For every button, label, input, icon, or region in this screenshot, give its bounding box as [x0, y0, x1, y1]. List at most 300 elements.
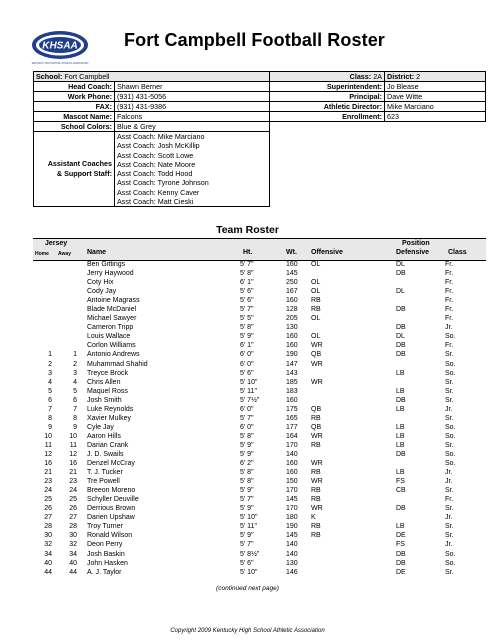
school-cell: School: Fort Campbell	[34, 72, 270, 82]
jersey-away: 21	[69, 469, 77, 477]
jersey-home: 23	[44, 478, 52, 486]
class-header: Class	[448, 249, 467, 256]
logo-text: KHSAA	[42, 40, 78, 52]
player-class: So.	[445, 369, 456, 377]
table-row	[33, 559, 486, 568]
table-row	[33, 278, 486, 287]
defensive-position: LB	[396, 469, 405, 477]
table-row	[33, 531, 486, 540]
player-height: 5' 10"	[240, 378, 258, 386]
table-row	[33, 513, 486, 522]
player-class: So.	[445, 559, 456, 567]
player-height: 6' 1"	[240, 279, 254, 287]
player-height: 5' 8"	[240, 270, 254, 278]
offensive-position: RB	[311, 523, 321, 531]
offensive-position: RB	[311, 532, 321, 540]
player-name: John Hasken	[87, 559, 128, 567]
player-weight: 160	[286, 460, 298, 468]
jersey-away: 6	[73, 396, 77, 404]
offensive-position: RB	[311, 414, 321, 422]
player-name: Louis Wallace	[87, 333, 131, 341]
jersey-home: 6	[48, 396, 52, 404]
player-name: Derrious Brown	[87, 505, 136, 513]
class-cell: Class: 2A	[270, 72, 385, 82]
assistant-coach: Asst Coach: Matt Cieski	[117, 197, 194, 207]
player-class: Jr.	[445, 541, 453, 549]
player-name: Breeon Moreno	[87, 487, 136, 495]
jersey-away: 26	[69, 505, 77, 513]
player-name: Antonio Andrews	[87, 351, 140, 359]
player-class: Sr.	[445, 505, 454, 513]
table-row	[33, 260, 486, 269]
jersey-away: 9	[73, 423, 77, 431]
logo-subtext: KENTUCKY HIGH SCHOOL ATHLETIC ASSOCIATION	[31, 63, 89, 65]
defensive-position: DB	[396, 396, 406, 404]
player-weight: 160	[286, 333, 298, 341]
player-class: So.	[445, 460, 456, 468]
home-header: Home	[35, 251, 49, 257]
table-row	[33, 568, 486, 577]
assistant-coach: Asst Coach: Josh McKillip	[117, 141, 200, 151]
team-roster-title: Team Roster	[216, 224, 279, 236]
player-weight: 170	[286, 505, 298, 513]
defensive-position: LB	[396, 441, 405, 449]
defensive-position: DB	[396, 324, 406, 332]
roster-table	[33, 260, 486, 577]
player-weight: 190	[286, 351, 298, 359]
table-row	[33, 332, 486, 341]
table-row	[33, 350, 486, 359]
table-row	[33, 405, 486, 414]
page-title: Fort Campbell Football Roster	[124, 30, 385, 50]
player-name: Ben Gittings	[87, 261, 126, 268]
copyright: Copyright 2009 Kentucky High School Athletic Association	[170, 628, 325, 634]
defensive-position: LB	[396, 432, 405, 440]
player-height: 5' 7½"	[240, 396, 260, 404]
player-weight: 145	[286, 496, 298, 504]
defensive-position: DB	[396, 351, 406, 359]
player-weight: 150	[286, 478, 298, 486]
defensive-position: DL	[396, 261, 405, 268]
player-name: Denzel McCray	[87, 460, 135, 468]
work-phone-label: Work Phone:	[34, 92, 115, 102]
table-row	[33, 378, 486, 387]
player-height: 5' 8"	[240, 478, 254, 486]
player-name: Jerry Haywood	[87, 270, 134, 278]
player-height: 6' 2"	[240, 460, 254, 468]
offensive-position: RB	[311, 441, 321, 449]
player-weight: 177	[286, 423, 298, 431]
jersey-home: 26	[44, 505, 52, 513]
table-row	[33, 305, 486, 314]
jersey-away: 28	[69, 523, 77, 531]
table-row	[33, 540, 486, 549]
defensive-position: DB	[396, 505, 406, 513]
player-class: Sr.	[445, 441, 454, 449]
player-height: 5' 6"	[240, 369, 254, 377]
player-height: 5' 8"	[240, 324, 254, 332]
table-row	[33, 486, 486, 495]
jersey-home: 4	[48, 378, 52, 386]
offensive-position: OL	[311, 315, 321, 323]
assistant-coach: Asst Coach: Scott Lowe	[117, 150, 194, 160]
jersey-away: 44	[69, 568, 77, 576]
table-row	[33, 296, 486, 305]
jersey-home: 16	[44, 460, 52, 468]
player-name: J. D. Swails	[87, 450, 124, 458]
offensive-position: QB	[311, 351, 322, 359]
player-height: 5' 11"	[240, 387, 257, 395]
jersey-home: 5	[48, 387, 52, 395]
player-height: 5' 9"	[240, 487, 254, 495]
player-height: 5' 9"	[240, 333, 254, 341]
offensive-position: WR	[311, 478, 323, 486]
jersey-away: 4	[73, 378, 77, 386]
jersey-home: 28	[44, 523, 52, 531]
table-row	[33, 287, 486, 296]
table-row	[33, 341, 486, 350]
offensive-position: OL	[311, 261, 321, 268]
jersey-away: 10	[69, 432, 77, 440]
table-row	[33, 477, 486, 486]
player-weight: 170	[286, 441, 298, 449]
defensive-position: DL	[396, 288, 405, 296]
player-weight: 146	[286, 568, 298, 576]
player-weight: 145	[286, 270, 298, 278]
player-name: Darien Upshaw	[87, 514, 135, 522]
district-cell: District: 2	[385, 72, 486, 82]
player-class: So.	[445, 450, 456, 458]
player-weight: 160	[286, 297, 298, 305]
athletic-director-value: Mike Marciano	[385, 102, 486, 112]
offensive-header: Offensive	[311, 249, 343, 256]
assistant-coach: Asst Coach: Nate Moore	[117, 159, 196, 169]
away-header: Away	[58, 251, 71, 257]
player-name: Cyle Jay	[87, 423, 114, 431]
school-info-table	[33, 71, 486, 207]
player-name: Cameron Tripp	[87, 324, 134, 332]
superintendent-value: Jo Blease	[385, 82, 486, 92]
player-name: A. J. Taylor	[87, 568, 122, 576]
player-weight: 164	[286, 432, 298, 440]
player-name: Josh Baskin	[87, 550, 125, 558]
jersey-home: 40	[44, 559, 52, 567]
table-row	[33, 450, 486, 459]
offensive-position: OL	[311, 333, 321, 341]
player-height: 5' 9"	[240, 532, 254, 540]
player-name: Deon Perry	[87, 541, 123, 549]
player-weight: 170	[286, 487, 298, 495]
assistant-coaches-label: Assistant Coaches & Support Staff:	[34, 132, 115, 207]
offensive-position: OL	[311, 288, 321, 296]
jersey-away: 7	[73, 405, 77, 413]
player-name: Antoine Magrass	[87, 297, 140, 305]
player-height: 5' 9"	[240, 505, 254, 513]
jersey-away: 30	[69, 532, 77, 540]
table-row	[33, 323, 486, 332]
jersey-home: 30	[44, 532, 52, 540]
head-coach-label: Head Coach:	[34, 82, 115, 92]
defensive-position: LB	[396, 405, 405, 413]
player-name: Coty Hix	[87, 279, 114, 287]
player-height: 6' 0"	[240, 423, 254, 431]
player-name: Maquel Ross	[87, 387, 128, 395]
jersey-home: 2	[48, 360, 52, 368]
jersey-away: 11	[69, 441, 77, 449]
offensive-position: WR	[311, 378, 323, 386]
player-class: Jr.	[445, 478, 453, 486]
table-row	[33, 495, 486, 504]
defensive-position: LB	[396, 387, 405, 395]
player-weight: 167	[286, 288, 298, 296]
jersey-home: 12	[44, 450, 52, 458]
player-class: Fr.	[445, 342, 454, 350]
jersey-home: 34	[44, 550, 52, 558]
table-row	[33, 459, 486, 468]
mascot-value: Falcons	[115, 112, 270, 122]
name-header: Name	[87, 249, 107, 256]
defensive-position: DL	[396, 333, 405, 341]
player-class: So.	[445, 360, 456, 368]
player-name: Corlon Williams	[87, 342, 136, 350]
jersey-away: 5	[73, 387, 77, 395]
table-row	[33, 468, 486, 477]
player-name: Darian Crank	[87, 441, 129, 449]
player-weight: 140	[286, 541, 298, 549]
offensive-position: OL	[311, 279, 321, 287]
defensive-position: LB	[396, 523, 405, 531]
fax-value: (931) 431-9386	[115, 102, 270, 112]
height-header: Ht.	[243, 249, 253, 256]
offensive-position: QB	[311, 405, 322, 413]
principal-label: Principal:	[270, 92, 385, 102]
offensive-position: WR	[311, 505, 323, 513]
jersey-away: 32	[69, 541, 77, 549]
assistant-coach: Asst Coach: Tyrone Johnson	[117, 178, 209, 188]
player-class: Fr.	[445, 279, 454, 287]
player-name: Aaron Hills	[87, 432, 121, 440]
table-row	[33, 432, 486, 441]
player-class: Sr.	[445, 487, 454, 495]
player-class: So.	[445, 423, 456, 431]
offensive-position: WR	[311, 360, 323, 368]
jersey-away: 2	[73, 360, 77, 368]
player-name: Ronald Wilson	[87, 532, 133, 540]
player-height: 5' 9"	[240, 441, 254, 449]
jersey-home: 11	[44, 441, 52, 449]
player-class: Fr.	[445, 270, 454, 278]
player-weight: 143	[286, 369, 298, 377]
player-weight: 160	[286, 261, 298, 268]
superintendent-label: Superintendent:	[270, 82, 385, 92]
offensive-position: WR	[311, 342, 323, 350]
position-header: Position	[402, 240, 430, 247]
enrollment-value: 623	[385, 112, 486, 122]
head-coach-value: Shawn Berner	[115, 82, 270, 92]
jersey-away: 24	[69, 487, 77, 495]
player-class: Jr.	[445, 469, 453, 477]
jersey-home: 7	[48, 405, 52, 413]
khsaa-logo	[30, 28, 90, 66]
defensive-position: DB	[396, 306, 406, 314]
jersey-home: 24	[44, 487, 52, 495]
player-height: 5' 7"	[240, 414, 254, 422]
player-height: 5' 8½"	[240, 550, 260, 558]
player-weight: 160	[286, 342, 298, 350]
player-height: 5' 8"	[240, 469, 254, 477]
mascot-label: Mascot Name:	[34, 112, 115, 122]
table-row	[33, 369, 486, 378]
player-height: 5' 6"	[240, 559, 254, 567]
table-row	[33, 387, 486, 396]
player-height: 6' 0"	[240, 351, 254, 359]
player-class: Sr.	[445, 378, 454, 386]
defensive-position: LB	[396, 423, 405, 431]
defensive-position: CB	[396, 487, 406, 495]
jersey-away: 25	[69, 496, 77, 504]
table-row	[33, 550, 486, 559]
player-name: Tre Powell	[87, 478, 120, 486]
player-class: Fr.	[445, 297, 454, 305]
player-name: Cody Jay	[87, 288, 117, 296]
defensive-position: DB	[396, 550, 406, 558]
player-class: Fr.	[445, 288, 454, 296]
jersey-home: 25	[44, 496, 52, 504]
player-class: Sr.	[445, 523, 454, 531]
player-name: Troy Turner	[87, 523, 123, 531]
player-weight: 205	[286, 315, 298, 323]
continued-note: (continued next page)	[216, 585, 279, 592]
player-class: Fr.	[445, 306, 454, 314]
offensive-position: RB	[311, 487, 321, 495]
defensive-header: Defensive	[396, 249, 430, 256]
jersey-away: 16	[69, 460, 77, 468]
player-class: So.	[445, 432, 456, 440]
player-class: Jr.	[445, 514, 453, 522]
player-weight: 130	[286, 324, 298, 332]
player-name: Muhammad Shahid	[87, 360, 148, 368]
jersey-home: 3	[48, 369, 52, 377]
jersey-away: 3	[73, 369, 77, 377]
defensive-position: FS	[396, 541, 405, 549]
jersey-home: 32	[44, 541, 52, 549]
school-colors-label: School Colors:	[34, 122, 115, 132]
player-name: Chris Allen	[87, 378, 121, 386]
jersey-away: 12	[69, 450, 77, 458]
player-weight: 180	[286, 514, 298, 522]
player-name: Blade McDaniel	[87, 306, 137, 314]
player-height: 5' 7"	[240, 496, 254, 504]
player-name: Michael Sawyer	[87, 315, 137, 323]
player-class: Fr.	[445, 496, 454, 504]
jersey-home: 44	[44, 568, 52, 576]
school-value: Fort Campbell	[64, 71, 110, 81]
jersey-away: 23	[69, 478, 77, 486]
player-weight: 130	[286, 559, 298, 567]
player-weight: 140	[286, 550, 298, 558]
player-weight: 128	[286, 306, 298, 314]
offensive-position: RB	[311, 306, 321, 314]
player-class: So.	[445, 550, 456, 558]
defensive-position: DB	[396, 450, 406, 458]
player-name: Schyller Deuville	[87, 496, 139, 504]
player-weight: 160	[286, 396, 298, 404]
offensive-position: WR	[311, 432, 323, 440]
player-class: Sr.	[445, 387, 454, 395]
player-class: Sr.	[445, 351, 454, 359]
assistant-coach: Asst Coach: Todd Hood	[117, 169, 193, 179]
player-class: Fr.	[445, 315, 454, 323]
jersey-home: 1	[48, 351, 52, 359]
jersey-away: 1	[73, 351, 77, 359]
offensive-position: K	[311, 514, 316, 522]
jersey-away: 27	[69, 514, 77, 522]
table-row	[33, 314, 486, 323]
player-class: Sr.	[445, 568, 454, 576]
table-row	[33, 414, 486, 423]
defensive-position: FS	[396, 478, 405, 486]
school-colors-value: Blue & Grey	[115, 122, 270, 132]
athletic-director-label: Athletic Director:	[270, 102, 385, 112]
offensive-position: RB	[311, 469, 321, 477]
defensive-position: LB	[396, 369, 405, 377]
offensive-position: QB	[311, 423, 322, 431]
player-class: Fr.	[445, 261, 454, 268]
player-class: Sr.	[445, 532, 454, 540]
player-name: T. J. Tucker	[87, 469, 123, 477]
player-weight: 190	[286, 523, 298, 531]
player-height: 5' 7"	[240, 261, 254, 268]
class-value: 2A	[373, 71, 382, 81]
jersey-home: 9	[48, 423, 52, 431]
jersey-home: 27	[44, 514, 52, 522]
player-weight: 140	[286, 450, 298, 458]
assistant-coach: Asst Coach: Mike Marciano	[117, 132, 205, 141]
player-weight: 145	[286, 532, 298, 540]
player-height: 5' 7"	[240, 306, 254, 314]
offensive-position: RB	[311, 496, 321, 504]
roster-header	[33, 238, 486, 261]
player-height: 5' 9"	[240, 450, 254, 458]
defensive-position: DB	[396, 342, 406, 350]
weight-header: Wt.	[286, 249, 297, 256]
jersey-away: 34	[69, 550, 77, 558]
player-name: Treyce Brock	[87, 369, 128, 377]
jersey-away: 40	[69, 559, 77, 567]
principal-value: Dave Witte	[385, 92, 486, 102]
player-height: 5' 7"	[240, 541, 254, 549]
player-weight: 183	[286, 387, 298, 395]
enrollment-label: Enrollment:	[270, 112, 385, 122]
player-class: Sr.	[445, 396, 454, 404]
player-class: Jr.	[445, 405, 453, 413]
player-weight: 147	[286, 360, 298, 368]
player-class: So.	[445, 333, 456, 341]
offensive-position: WR	[311, 460, 323, 468]
player-height: 5' 8"	[240, 432, 254, 440]
table-row	[33, 360, 486, 369]
player-weight: 175	[286, 405, 298, 413]
table-row	[33, 269, 486, 278]
player-height: 5' 10"	[240, 514, 258, 522]
table-row	[33, 504, 486, 513]
table-row	[33, 441, 486, 450]
player-height: 5' 5"	[240, 315, 254, 323]
defensive-position: DB	[396, 559, 406, 567]
player-weight: 165	[286, 414, 298, 422]
work-phone-value: (931) 431-5056	[115, 92, 270, 102]
offensive-position: RB	[311, 297, 321, 305]
